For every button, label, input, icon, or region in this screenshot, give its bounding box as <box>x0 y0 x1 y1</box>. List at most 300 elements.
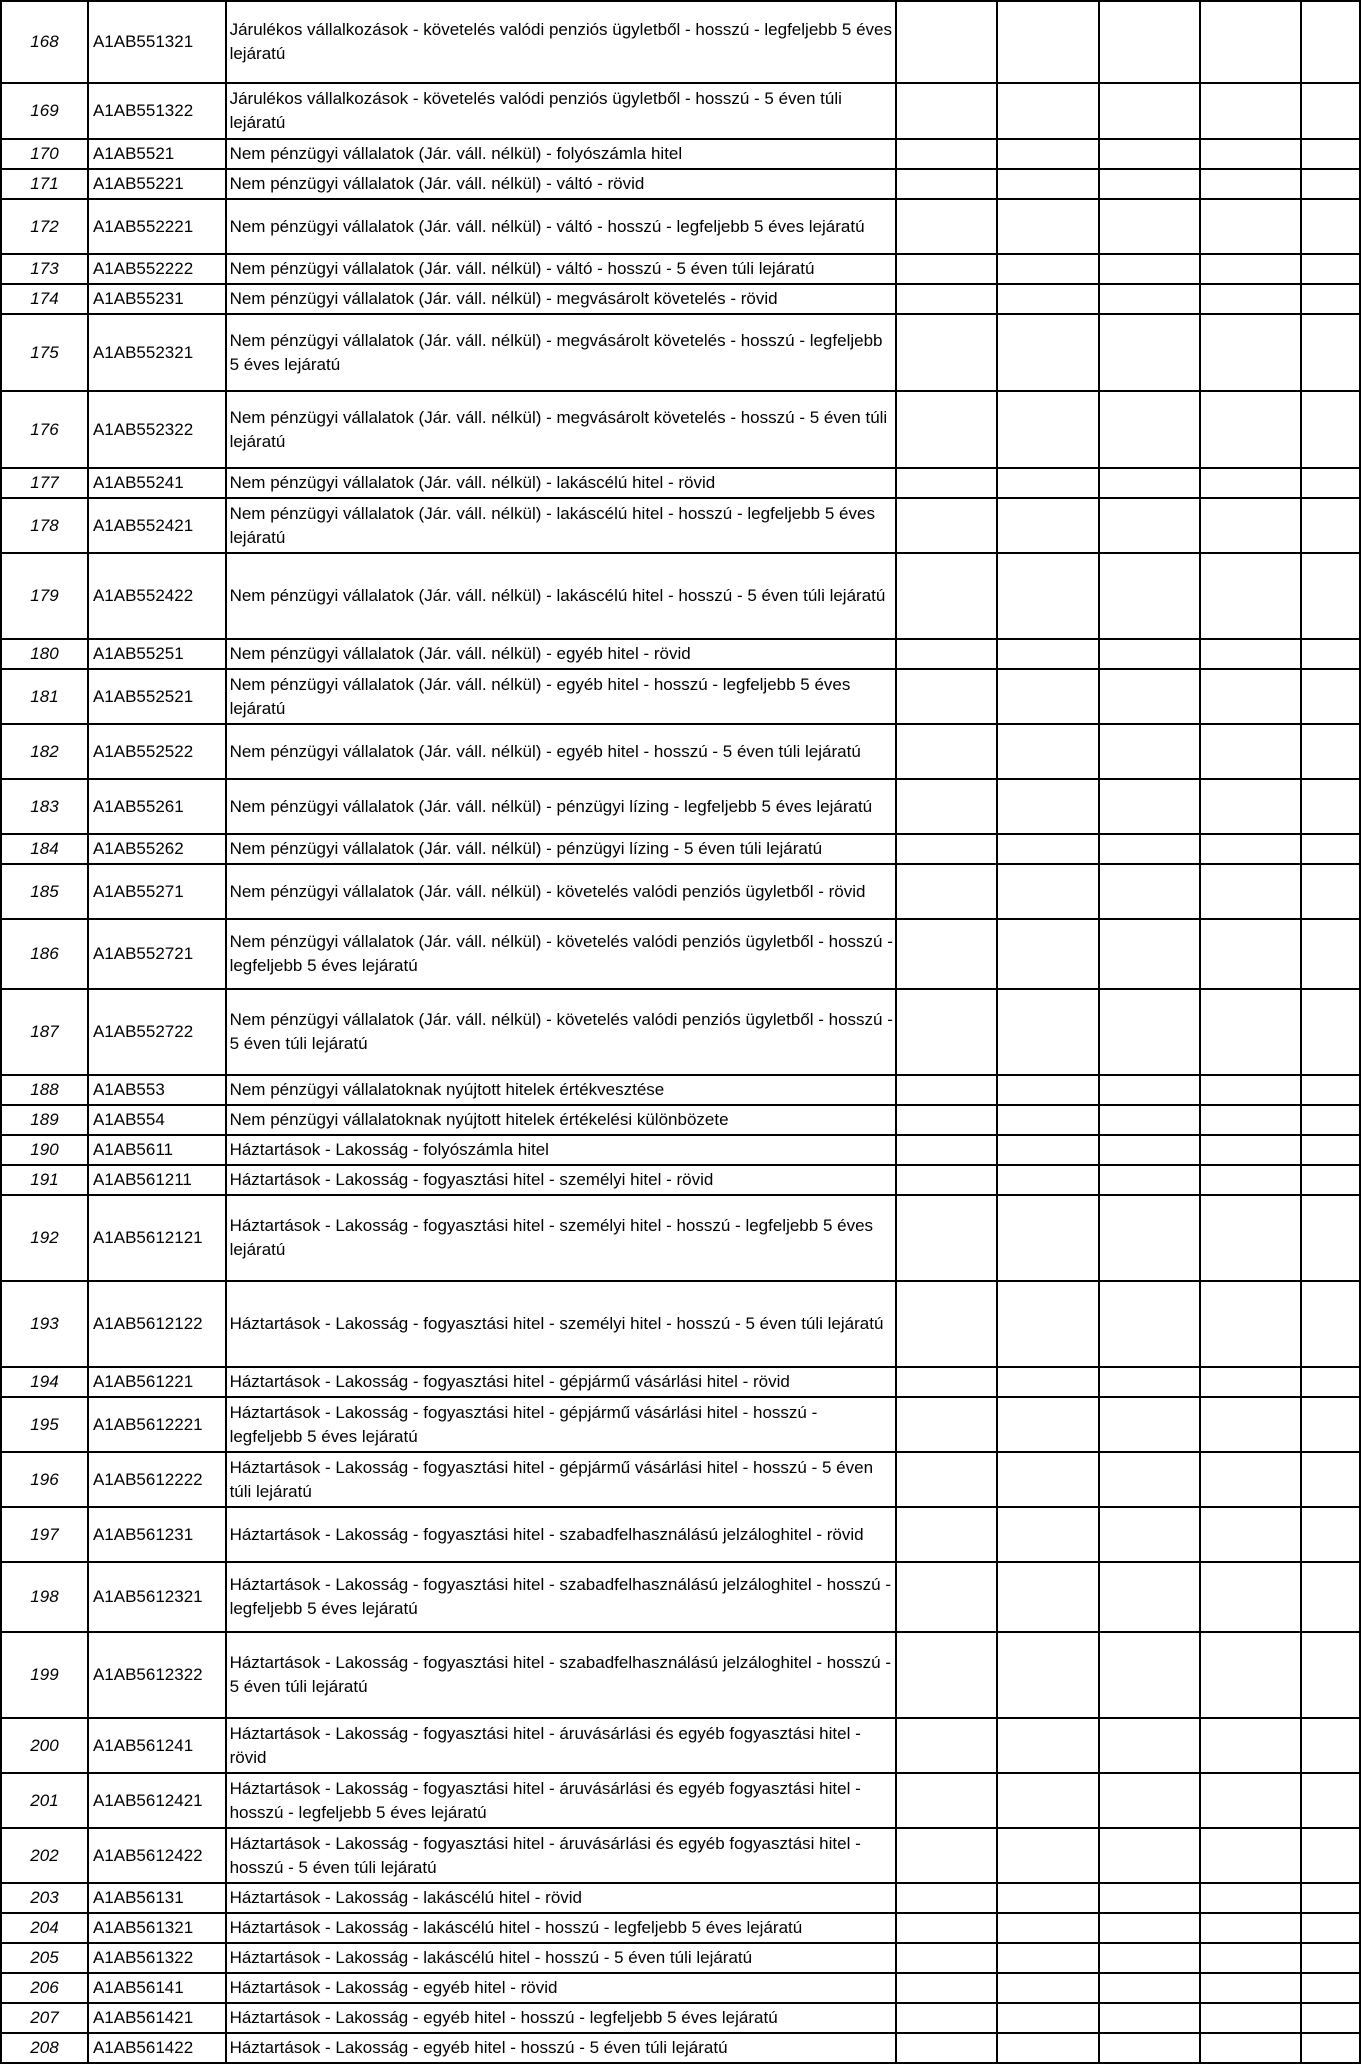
value-cell[interactable] <box>1301 1773 1360 1828</box>
table-row <box>1 864 1360 919</box>
value-cell[interactable] <box>896 864 997 919</box>
value-cell[interactable] <box>997 2033 1098 2063</box>
account-code: A1AB5612321 <box>88 1562 226 1632</box>
value-cell[interactable] <box>1200 864 1301 919</box>
value-cell[interactable] <box>1301 1507 1360 1562</box>
value-cell[interactable] <box>1099 1105 1200 1135</box>
value-cell[interactable] <box>1301 779 1360 834</box>
value-cell[interactable] <box>1301 1195 1360 1281</box>
value-cell[interactable] <box>896 553 997 639</box>
value-cell[interactable] <box>997 1828 1098 1883</box>
account-description: Nem pénzügyi vállalatoknak nyújtott hitelek értékvesztése <box>226 1075 897 1105</box>
value-cell[interactable] <box>1200 254 1301 284</box>
value-cell[interactable] <box>997 391 1098 468</box>
value-cell[interactable] <box>1301 1718 1360 1773</box>
value-cell[interactable] <box>1099 1165 1200 1195</box>
value-cell[interactable] <box>997 284 1098 314</box>
value-cell[interactable] <box>1301 1281 1360 1367</box>
value-cell[interactable] <box>1099 834 1200 864</box>
value-cell[interactable] <box>1301 834 1360 864</box>
value-cell[interactable] <box>997 1943 1098 1973</box>
value-cell[interactable] <box>1099 1913 1200 1943</box>
row-number: 206 <box>1 1973 88 2003</box>
value-cell[interactable] <box>997 1397 1098 1452</box>
account-description: Háztartások - Lakosság - fogyasztási hitel - áruvásárlási és egyéb fogyasztási hitel - hosszú - 5 éven túli lejáratú <box>226 1828 897 1883</box>
value-cell[interactable] <box>1099 1195 1200 1281</box>
value-cell[interactable] <box>997 1195 1098 1281</box>
value-cell[interactable] <box>997 1632 1098 1718</box>
account-description: Háztartások - Lakosság - fogyasztási hitel - személyi hitel - hosszú - 5 éven túli lejáratú <box>226 1281 897 1367</box>
account-description: Nem pénzügyi vállalatok (Jár. váll. nélkül) - megvásárolt követelés - hosszú - 5 éven túli lejáratú <box>226 391 897 468</box>
value-cell[interactable] <box>1200 1632 1301 1718</box>
value-cell[interactable] <box>1099 1367 1200 1397</box>
value-cell[interactable] <box>997 1973 1098 2003</box>
value-cell[interactable] <box>1200 834 1301 864</box>
value-cell[interactable] <box>896 1562 997 1632</box>
value-cell[interactable] <box>1200 553 1301 639</box>
value-cell[interactable] <box>1200 314 1301 391</box>
value-cell[interactable] <box>997 1281 1098 1367</box>
value-cell[interactable] <box>896 1165 997 1195</box>
value-cell[interactable] <box>1301 553 1360 639</box>
value-cell[interactable] <box>1099 391 1200 468</box>
table-row <box>1 2003 1360 2033</box>
account-code: A1AB55261 <box>88 779 226 834</box>
account-description: Háztartások - Lakosság - lakáscélú hitel - hosszú - 5 éven túli lejáratú <box>226 1943 897 1973</box>
value-cell[interactable] <box>997 669 1098 724</box>
value-cell[interactable] <box>1200 2003 1301 2033</box>
value-cell[interactable] <box>896 724 997 779</box>
value-cell[interactable] <box>1301 639 1360 669</box>
value-cell[interactable] <box>1099 1135 1200 1165</box>
value-cell[interactable] <box>1099 1397 1200 1452</box>
row-number: 171 <box>1 169 88 199</box>
value-cell[interactable] <box>997 724 1098 779</box>
value-cell[interactable] <box>1200 1075 1301 1105</box>
account-code: A1AB552321 <box>88 314 226 391</box>
value-cell[interactable] <box>1099 284 1200 314</box>
account-description: Háztartások - Lakosság - fogyasztási hitel - gépjármű vásárlási hitel - hosszú - 5 éven túli lejáratú <box>226 1452 897 1507</box>
value-cell[interactable] <box>997 639 1098 669</box>
value-cell[interactable] <box>1301 1913 1360 1943</box>
account-code: A1AB552322 <box>88 391 226 468</box>
value-cell[interactable] <box>1099 1718 1200 1773</box>
row-number: 179 <box>1 553 88 639</box>
account-description: Nem pénzügyi vállalatok (Jár. váll. nélkül) - pénzügyi lízing - legfeljebb 5 éves lejáratú <box>226 779 897 834</box>
value-cell[interactable] <box>997 1883 1098 1913</box>
value-cell[interactable] <box>1200 1718 1301 1773</box>
value-cell[interactable] <box>1099 1828 1200 1883</box>
table-row <box>1 254 1360 284</box>
value-cell[interactable] <box>997 139 1098 169</box>
value-cell[interactable] <box>1200 1913 1301 1943</box>
value-cell[interactable] <box>1200 391 1301 468</box>
account-description: Háztartások - Lakosság - fogyasztási hitel - szabadfelhasználású jelzáloghitel - hosszú - legfeljebb 5 éves lejáratú <box>226 1562 897 1632</box>
account-code: A1AB552721 <box>88 919 226 989</box>
value-cell[interactable] <box>1099 1943 1200 1973</box>
value-cell[interactable] <box>997 834 1098 864</box>
value-cell[interactable] <box>1200 199 1301 254</box>
value-cell[interactable] <box>1099 724 1200 779</box>
value-cell[interactable] <box>1301 284 1360 314</box>
row-number: 182 <box>1 724 88 779</box>
value-cell[interactable] <box>896 919 997 989</box>
account-code: A1AB561221 <box>88 1367 226 1397</box>
value-cell[interactable] <box>896 2003 997 2033</box>
table-row <box>1 1075 1360 1105</box>
value-cell[interactable] <box>1200 1452 1301 1507</box>
value-cell[interactable] <box>1099 779 1200 834</box>
value-cell[interactable] <box>997 1562 1098 1632</box>
value-cell[interactable] <box>997 1367 1098 1397</box>
value-cell[interactable] <box>896 1075 997 1105</box>
account-description: Nem pénzügyi vállalatok (Jár. váll. nélkül) - váltó - rövid <box>226 169 897 199</box>
value-cell[interactable] <box>1099 169 1200 199</box>
value-cell[interactable] <box>997 1913 1098 1943</box>
value-cell[interactable] <box>1200 1828 1301 1883</box>
table-row <box>1 1367 1360 1397</box>
value-cell[interactable] <box>1301 1828 1360 1883</box>
row-number: 208 <box>1 2033 88 2063</box>
table-row <box>1 83 1360 139</box>
value-cell[interactable] <box>1099 1562 1200 1632</box>
value-cell[interactable] <box>1200 1507 1301 1562</box>
value-cell[interactable] <box>1200 284 1301 314</box>
account-description: Háztartások - Lakosság - fogyasztási hitel - gépjármű vásárlási hitel - hosszú - legfeljebb 5 éves lejáratú <box>226 1397 897 1452</box>
value-cell[interactable] <box>1301 1075 1360 1105</box>
value-cell[interactable] <box>1301 724 1360 779</box>
value-cell[interactable] <box>1301 2033 1360 2063</box>
account-code: A1AB5612122 <box>88 1281 226 1367</box>
value-cell[interactable] <box>1301 1562 1360 1632</box>
value-cell[interactable] <box>896 1718 997 1773</box>
value-cell[interactable] <box>896 83 997 139</box>
value-cell[interactable] <box>1099 1281 1200 1367</box>
value-cell[interactable] <box>1301 1135 1360 1165</box>
table-row <box>1 1165 1360 1195</box>
row-number: 188 <box>1 1075 88 1105</box>
value-cell[interactable] <box>896 1195 997 1281</box>
value-cell[interactable] <box>1301 989 1360 1075</box>
account-description: Nem pénzügyi vállalatok (Jár. váll. nélkül) - pénzügyi lízing - 5 éven túli lejáratú <box>226 834 897 864</box>
value-cell[interactable] <box>896 1773 997 1828</box>
value-cell[interactable] <box>1301 1943 1360 1973</box>
value-cell[interactable] <box>896 498 997 553</box>
value-cell[interactable] <box>896 669 997 724</box>
value-cell[interactable] <box>997 1135 1098 1165</box>
value-cell[interactable] <box>1099 139 1200 169</box>
table-row <box>1 1 1360 83</box>
account-description: Háztartások - Lakosság - fogyasztási hitel - gépjármű vásárlási hitel - rövid <box>226 1367 897 1397</box>
value-cell[interactable] <box>896 1828 997 1883</box>
account-description: Nem pénzügyi vállalatok (Jár. váll. nélkül) - váltó - hosszú - 5 éven túli lejáratú <box>226 254 897 284</box>
value-cell[interactable] <box>1099 1883 1200 1913</box>
value-cell[interactable] <box>1200 1195 1301 1281</box>
value-cell[interactable] <box>1301 1632 1360 1718</box>
row-number: 173 <box>1 254 88 284</box>
value-cell[interactable] <box>1301 669 1360 724</box>
table-row <box>1 1397 1360 1452</box>
value-cell[interactable] <box>1099 989 1200 1075</box>
value-cell[interactable] <box>997 1075 1098 1105</box>
value-cell[interactable] <box>896 779 997 834</box>
account-code: A1AB55262 <box>88 834 226 864</box>
value-cell[interactable] <box>1099 1075 1200 1105</box>
table-row <box>1 2033 1360 2063</box>
value-cell[interactable] <box>1200 1367 1301 1397</box>
value-cell[interactable] <box>1200 1165 1301 1195</box>
row-number: 187 <box>1 989 88 1075</box>
value-cell[interactable] <box>896 254 997 284</box>
value-cell[interactable] <box>1200 669 1301 724</box>
value-cell[interactable] <box>1200 1397 1301 1452</box>
value-cell[interactable] <box>896 468 997 498</box>
row-number: 199 <box>1 1632 88 1718</box>
value-cell[interactable] <box>997 779 1098 834</box>
table-row <box>1 1773 1360 1828</box>
value-cell[interactable] <box>1301 1397 1360 1452</box>
account-code: A1AB554 <box>88 1105 226 1135</box>
value-cell[interactable] <box>1301 199 1360 254</box>
value-cell[interactable] <box>997 83 1098 139</box>
value-cell[interactable] <box>1200 989 1301 1075</box>
value-cell[interactable] <box>896 1367 997 1397</box>
value-cell[interactable] <box>896 834 997 864</box>
account-description: Háztartások - Lakosság - egyéb hitel - rövid <box>226 1973 897 2003</box>
account-description: Járulékos vállalkozások - követelés valódi penziós ügyletből - hosszú - 5 éven túli lejáratú <box>226 83 897 139</box>
account-description: Háztartások - Lakosság - folyószámla hitel <box>226 1135 897 1165</box>
value-cell[interactable] <box>1099 1773 1200 1828</box>
value-cell[interactable] <box>1200 1281 1301 1367</box>
value-cell[interactable] <box>1301 498 1360 553</box>
row-number: 190 <box>1 1135 88 1165</box>
value-cell[interactable] <box>1301 1165 1360 1195</box>
value-cell[interactable] <box>1099 919 1200 989</box>
value-cell[interactable] <box>997 919 1098 989</box>
value-cell[interactable] <box>1301 391 1360 468</box>
value-cell[interactable] <box>896 2033 997 2063</box>
value-cell[interactable] <box>997 2003 1098 2033</box>
value-cell[interactable] <box>1200 2033 1301 2063</box>
value-cell[interactable] <box>896 1105 997 1135</box>
row-number: 203 <box>1 1883 88 1913</box>
account-description: Háztartások - Lakosság - lakáscélú hitel - hosszú - legfeljebb 5 éves lejáratú <box>226 1913 897 1943</box>
value-cell[interactable] <box>896 1973 997 2003</box>
account-code: A1AB5612421 <box>88 1773 226 1828</box>
account-code: A1AB552522 <box>88 724 226 779</box>
value-cell[interactable] <box>1301 1105 1360 1135</box>
value-cell[interactable] <box>1099 669 1200 724</box>
value-cell[interactable] <box>1200 1105 1301 1135</box>
value-cell[interactable] <box>1301 468 1360 498</box>
table-row <box>1 169 1360 199</box>
account-description: Nem pénzügyi vállalatok (Jár. váll. nélkül) - követelés valódi penziós ügyletből - hosszú - legfeljebb 5 éves lejáratú <box>226 919 897 989</box>
table-row <box>1 391 1360 468</box>
value-cell[interactable] <box>1301 254 1360 284</box>
table-row <box>1 669 1360 724</box>
value-cell[interactable] <box>1099 1973 1200 2003</box>
account-description: Nem pénzügyi vállalatok (Jár. váll. nélkül) - lakáscélú hitel - hosszú - 5 éven túli lejáratú <box>226 553 897 639</box>
value-cell[interactable] <box>1099 314 1200 391</box>
value-cell[interactable] <box>896 1397 997 1452</box>
value-cell[interactable] <box>997 1165 1098 1195</box>
account-description: Nem pénzügyi vállalatok (Jár. váll. nélkül) - egyéb hitel - hosszú - 5 éven túli lejáratú <box>226 724 897 779</box>
value-cell[interactable] <box>1301 139 1360 169</box>
value-cell[interactable] <box>896 1 997 83</box>
value-cell[interactable] <box>896 391 997 468</box>
value-cell[interactable] <box>896 1507 997 1562</box>
value-cell[interactable] <box>1099 1452 1200 1507</box>
account-code: A1AB552421 <box>88 498 226 553</box>
value-cell[interactable] <box>1099 199 1200 254</box>
value-cell[interactable] <box>997 864 1098 919</box>
table-row <box>1 1718 1360 1773</box>
value-cell[interactable] <box>1099 639 1200 669</box>
value-cell[interactable] <box>1099 468 1200 498</box>
account-description: Háztartások - Lakosság - egyéb hitel - hosszú - legfeljebb 5 éves lejáratú <box>226 2003 897 2033</box>
table-row <box>1 779 1360 834</box>
value-cell[interactable] <box>997 1507 1098 1562</box>
value-cell[interactable] <box>896 314 997 391</box>
table-row <box>1 553 1360 639</box>
value-cell[interactable] <box>896 1632 997 1718</box>
value-cell[interactable] <box>1200 919 1301 989</box>
value-cell[interactable] <box>896 169 997 199</box>
table-row <box>1 1452 1360 1507</box>
table-row <box>1 1105 1360 1135</box>
value-cell[interactable] <box>1200 1943 1301 1973</box>
value-cell[interactable] <box>997 169 1098 199</box>
value-cell[interactable] <box>1301 1452 1360 1507</box>
row-number: 185 <box>1 864 88 919</box>
value-cell[interactable] <box>1099 1632 1200 1718</box>
value-cell[interactable] <box>896 1913 997 1943</box>
value-cell[interactable] <box>1099 553 1200 639</box>
account-description: Nem pénzügyi vállalatok (Jár. váll. nélkül) - követelés valódi penziós ügyletből - hosszú - 5 éven túli lejáratú <box>226 989 897 1075</box>
value-cell[interactable] <box>1099 83 1200 139</box>
account-code: A1AB5612422 <box>88 1828 226 1883</box>
account-code: A1AB551321 <box>88 1 226 83</box>
value-cell[interactable] <box>1301 83 1360 139</box>
value-cell[interactable] <box>1099 864 1200 919</box>
value-cell[interactable] <box>1200 1883 1301 1913</box>
table-row <box>1 284 1360 314</box>
row-number: 202 <box>1 1828 88 1883</box>
row-number: 194 <box>1 1367 88 1397</box>
value-cell[interactable] <box>1200 1135 1301 1165</box>
value-cell[interactable] <box>896 1452 997 1507</box>
value-cell[interactable] <box>1099 1507 1200 1562</box>
value-cell[interactable] <box>1200 1562 1301 1632</box>
account-description: Nem pénzügyi vállalatok (Jár. váll. nélkül) - lakáscélú hitel - hosszú - legfeljebb 5 éves lejáratú <box>226 498 897 553</box>
value-cell[interactable] <box>1200 1773 1301 1828</box>
value-cell[interactable] <box>896 199 997 254</box>
account-code: A1AB551322 <box>88 83 226 139</box>
value-cell[interactable] <box>997 1 1098 83</box>
account-code: A1AB561421 <box>88 2003 226 2033</box>
value-cell[interactable] <box>896 1943 997 1973</box>
value-cell[interactable] <box>1099 2003 1200 2033</box>
value-cell[interactable] <box>1200 639 1301 669</box>
value-cell[interactable] <box>1301 169 1360 199</box>
value-cell[interactable] <box>997 1718 1098 1773</box>
value-cell[interactable] <box>1200 169 1301 199</box>
account-code: A1AB5612221 <box>88 1397 226 1452</box>
value-cell[interactable] <box>896 284 997 314</box>
value-cell[interactable] <box>1301 314 1360 391</box>
value-cell[interactable] <box>1200 468 1301 498</box>
value-cell[interactable] <box>997 1105 1098 1135</box>
account-code: A1AB552422 <box>88 553 226 639</box>
row-number: 181 <box>1 669 88 724</box>
value-cell[interactable] <box>1200 498 1301 553</box>
value-cell[interactable] <box>896 1883 997 1913</box>
account-code: A1AB561241 <box>88 1718 226 1773</box>
value-cell[interactable] <box>1099 254 1200 284</box>
table-row <box>1 1973 1360 2003</box>
account-description: Nem pénzügyi vállalatok (Jár. váll. nélkül) - váltó - hosszú - legfeljebb 5 éves lejáratú <box>226 199 897 254</box>
row-number: 174 <box>1 284 88 314</box>
value-cell[interactable] <box>1200 724 1301 779</box>
value-cell[interactable] <box>997 199 1098 254</box>
value-cell[interactable] <box>997 1452 1098 1507</box>
value-cell[interactable] <box>997 254 1098 284</box>
table-row <box>1 989 1360 1075</box>
account-code: A1AB5521 <box>88 139 226 169</box>
value-cell[interactable] <box>896 989 997 1075</box>
value-cell[interactable] <box>1099 498 1200 553</box>
value-cell[interactable] <box>1099 1 1200 83</box>
row-number: 207 <box>1 2003 88 2033</box>
account-code: A1AB561211 <box>88 1165 226 1195</box>
account-description: Háztartások - Lakosság - fogyasztási hitel - szabadfelhasználású jelzáloghitel - rövid <box>226 1507 897 1562</box>
value-cell[interactable] <box>997 553 1098 639</box>
value-cell[interactable] <box>1099 2033 1200 2063</box>
account-code: A1AB552221 <box>88 199 226 254</box>
account-description: Nem pénzügyi vállalatok (Jár. váll. nélkül) - követelés valódi penziós ügyletből - rövid <box>226 864 897 919</box>
value-cell[interactable] <box>1200 1 1301 83</box>
value-cell[interactable] <box>997 468 1098 498</box>
table-body <box>1 1 1360 2063</box>
value-cell[interactable] <box>997 314 1098 391</box>
table-row <box>1 1913 1360 1943</box>
value-cell[interactable] <box>1301 864 1360 919</box>
value-cell[interactable] <box>1301 1 1360 83</box>
value-cell[interactable] <box>896 639 997 669</box>
value-cell[interactable] <box>997 989 1098 1075</box>
row-number: 195 <box>1 1397 88 1452</box>
value-cell[interactable] <box>896 1281 997 1367</box>
account-description: Háztartások - Lakosság - fogyasztási hitel - szabadfelhasználású jelzáloghitel - hosszú - 5 éven túli lejáratú <box>226 1632 897 1718</box>
row-number: 189 <box>1 1105 88 1135</box>
value-cell[interactable] <box>1200 779 1301 834</box>
value-cell[interactable] <box>896 139 997 169</box>
account-code: A1AB55221 <box>88 169 226 199</box>
value-cell[interactable] <box>1301 1883 1360 1913</box>
value-cell[interactable] <box>1301 1367 1360 1397</box>
value-cell[interactable] <box>1200 139 1301 169</box>
value-cell[interactable] <box>1200 83 1301 139</box>
value-cell[interactable] <box>1200 1973 1301 2003</box>
value-cell[interactable] <box>896 1135 997 1165</box>
value-cell[interactable] <box>997 1773 1098 1828</box>
account-code: A1AB55231 <box>88 284 226 314</box>
value-cell[interactable] <box>997 498 1098 553</box>
value-cell[interactable] <box>1301 1973 1360 2003</box>
value-cell[interactable] <box>1301 919 1360 989</box>
account-description: Nem pénzügyi vállalatok (Jár. váll. nélkül) - megvásárolt követelés - hosszú - legfeljebb 5 éves lejáratú <box>226 314 897 391</box>
value-cell[interactable] <box>1301 2003 1360 2033</box>
